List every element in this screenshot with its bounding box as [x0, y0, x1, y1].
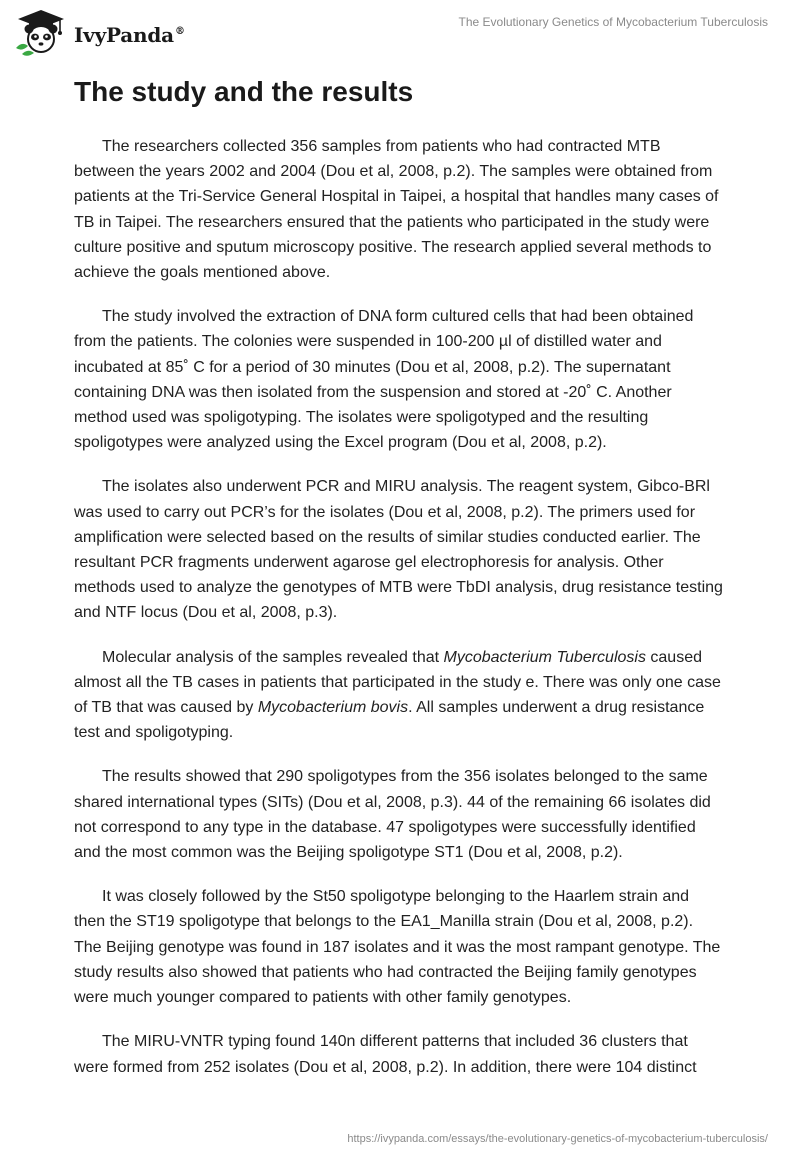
panda-graduate-icon: [14, 8, 68, 56]
species-name-bovis: Mycobacterium bovis: [257, 699, 409, 717]
page-header: [0, 0, 800, 60]
paragraph-4-text-a: Molecular analysis of the samples revealed that: [102, 648, 444, 666]
brand-name: IvyPanda®: [74, 23, 185, 47]
ivypanda-logo[interactable]: [14, 8, 185, 56]
paragraph-7: The MIRU-VNTR typing found 140n different patterns that included 36 clusters that were formed from 252 isolates (Dou et al, 2008, p.2). In addition, there were 104 distinct: [74, 1033, 697, 1076]
document-title: The Evolutionary Genetics of Mycobacterium Tuberculosis: [458, 15, 768, 29]
source-url[interactable]: https://ivypanda.com/essays/the-evolutionary-genetics-of-mycobacterium-tuberculosis/: [347, 1133, 768, 1145]
paragraph-2: The study involved the extraction of DNA form cultured cells that had been obtained from the patients. The colonies were suspended in 100-200 µl of distilled water and incubated at 85˚ C for a period of 30 minutes (Dou et al, 2008, p.2). The supernatant containing DNA was then isolated from the suspension and stored at -20˚ C. Another method used was spoligotyping. The isolates were spoligotyped and the resulting spoligotypes were analyzed using the Excel program (Dou et al, 2008, p.2).: [74, 308, 694, 452]
paragraph-6: It was closely followed by the St50 spoligotype belonging to the Haarlem strain and then the ST19 spoligotype that belongs to the EA1_Manilla strain (Dou et al, 2008, p.2). The Beijing genotype was found in 187 isolates and it was the most rampant genotype. The study results also showed that patients who had contracted the Beijing family genotypes were much younger compared to patients with other family genotypes.: [74, 888, 721, 1007]
paragraph-1: The researchers collected 356 samples from patients who had contracted MTB between the years 2002 and 2004 (Dou et al, 2008, p.2). The samples were obtained from patients at the Tri-Service General Hospital in Taipei, a hospital that handles many cases of TB in Taipei. The researchers ensured that the patients who participated in the study were culture positive and sputum microscopy positive. The research applied several methods to achieve the goals mentioned above.: [74, 138, 719, 282]
article-body: [74, 72, 724, 1099]
section-heading: The study and the results: [74, 76, 414, 107]
paragraph-4: [74, 645, 724, 746]
paragraph-4-text-b: caused almost all the TB cases in patients that participated in the study e. There was only one case of TB that was caused by: [74, 648, 721, 717]
paragraph-4-text-c: . All samples underwent a drug resistance test and spoligotyping.: [74, 699, 705, 742]
paragraph-3: The isolates also underwent PCR and MIRU analysis. The reagent system, Gibco-BRl was used to carry out PCR’s for the isolates (Dou et al, 2008, p.2). The primers used for amplification were selected based on the results of similar studies conducted earlier. The resultant PCR fragments underwent agarose gel electrophoresis for analysis. Other methods used to analyze the genotypes of MTB were TbDI analysis, drug resistance testing and NTF locus (Dou et al, 2008, p.3).: [74, 478, 723, 622]
species-name-tuberculosis: Mycobacterium Tuberculosis: [443, 648, 646, 666]
paragraph-5: The results showed that 290 spoligotypes from the 356 isolates belonged to the same shared international types (SITs) (Dou et al, 2008, p.3). 44 of the remaining 66 isolates did not correspond to any type in the database. 47 spoligotypes were successfully identified and the most common was the Beijing spoligotype ST1 (Dou et al, 2008, p.2).: [74, 768, 711, 862]
